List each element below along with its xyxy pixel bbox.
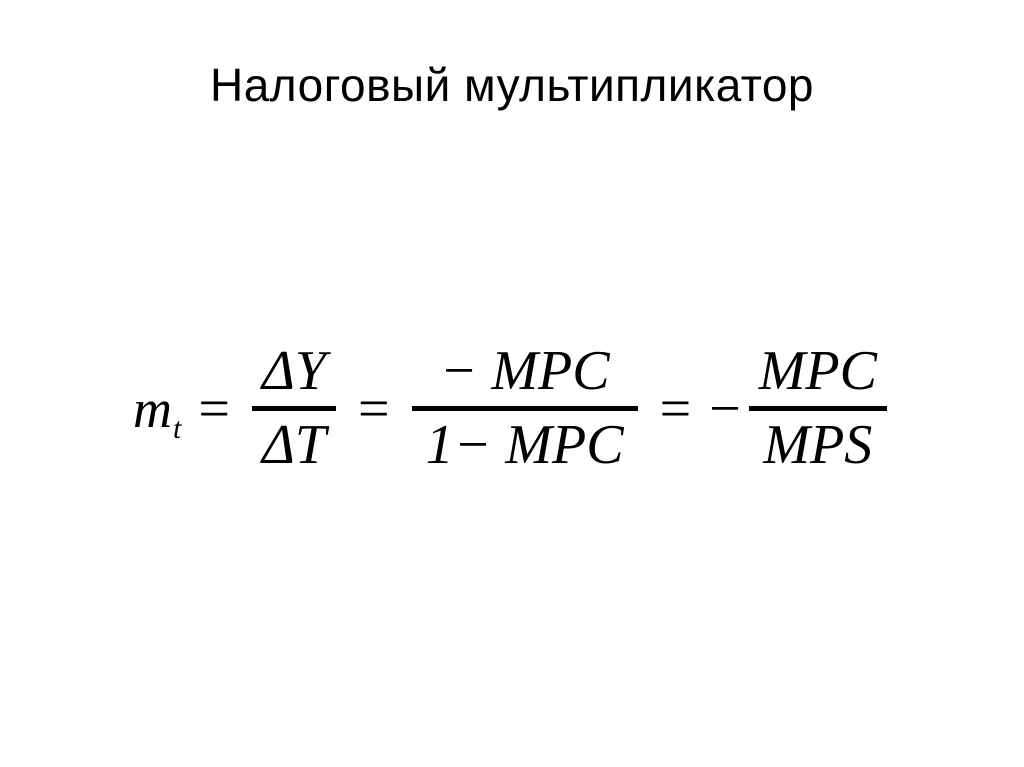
- fraction-numerator: ΔY: [261, 340, 326, 402]
- fraction-bar: [252, 406, 336, 411]
- fraction-neg-mpc-over-one-minus-mpc: [412, 340, 638, 478]
- fraction-mpc-over-mps: [749, 340, 887, 478]
- fraction-denominator: ΔT: [261, 414, 326, 477]
- page-title: Налоговый мультипликатор: [209, 59, 815, 111]
- tax-multiplier-formula: [0, 340, 1024, 478]
- fraction-numerator: MPC: [758, 340, 877, 402]
- fraction-numerator: − MPC: [439, 340, 610, 402]
- leading-minus-sign: −: [709, 377, 741, 440]
- equals-sign-1: =: [198, 377, 230, 440]
- variable-m: m: [133, 378, 173, 439]
- fraction-bar: [749, 406, 887, 411]
- fraction-delta-y-delta-t: [252, 340, 336, 478]
- formula-lhs: [133, 378, 182, 445]
- subscript-t: t: [173, 411, 182, 445]
- fraction-denominator: MPS: [763, 414, 873, 477]
- formula-row: [133, 340, 891, 478]
- equals-sign-3: =: [659, 377, 692, 440]
- equals-sign-2: =: [357, 377, 390, 440]
- fraction-bar: [412, 406, 638, 411]
- fraction-denominator: 1− MPC: [425, 414, 624, 477]
